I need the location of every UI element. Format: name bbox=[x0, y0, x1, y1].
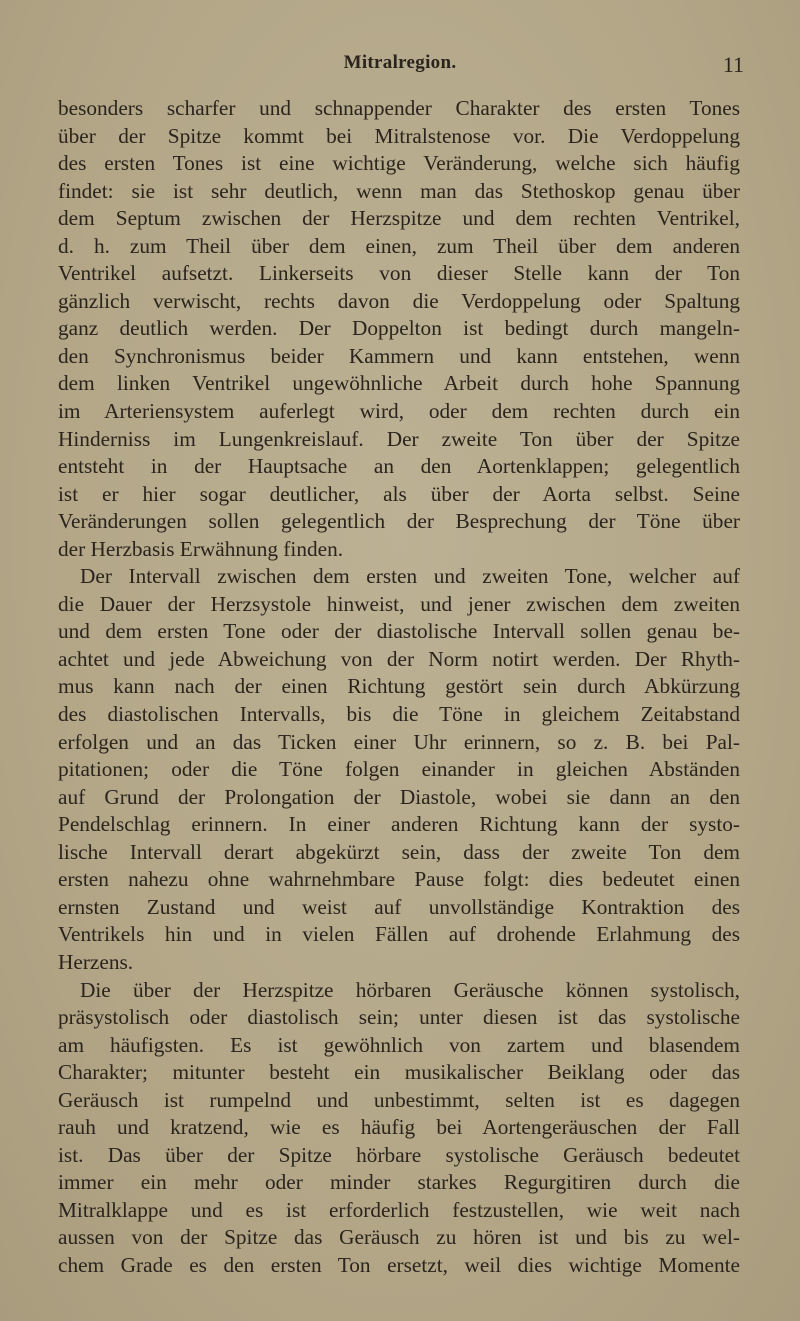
page-number: 11 bbox=[722, 52, 744, 77]
text-line: Veränderungen sollen gelegentlich der Besprechung der Töne über bbox=[58, 509, 740, 534]
text-line: ist er hier sogar deutlicher, als über der Aorta selbst. Seine bbox=[58, 481, 740, 506]
text-line: dem linken Ventrikel ungewöhnliche Arbeit durch hohe Spannung bbox=[58, 371, 740, 396]
text-line: und dem ersten Tone oder der diastolische Intervall sollen genau be- bbox=[58, 619, 740, 644]
text-line: achtet und jede Abweichung von der Norm notirt werden. Der Rhyth- bbox=[58, 646, 740, 671]
text-line: am häufigsten. Es ist gewöhnlich von zartem und blasendem bbox=[58, 1032, 740, 1057]
text-line: Charakter; mitunter besteht ein musikalischer Beiklang oder das bbox=[58, 1060, 740, 1085]
text-line: die Dauer der Herzsystole hinweist, und jener zwischen dem zweiten bbox=[58, 591, 740, 616]
text-line: ist. Das über der Spitze hörbare systolische Geräusch bedeutet bbox=[58, 1142, 740, 1167]
text-line: immer ein mehr oder minder starkes Regurgitiren durch die bbox=[58, 1170, 740, 1195]
text-line: entsteht in der Hauptsache an den Aortenklappen; gelegentlich bbox=[58, 454, 740, 479]
text-line: ganz deutlich werden. Der Doppelton ist bedingt durch mangeln- bbox=[58, 316, 740, 341]
text-line: der Herzbasis Erwähnung finden. bbox=[58, 536, 344, 561]
text-line: über der Spitze kommt bei Mitralstenose vor. Die Verdoppelung bbox=[58, 123, 740, 148]
paragraph bbox=[58, 977, 740, 1280]
text-line: lische Intervall derart abgekürzt sein, dass der zweite Ton dem bbox=[58, 839, 740, 864]
text-line: d. h. zum Theil über dem einen, zum Theil über dem anderen bbox=[58, 233, 740, 258]
body-text bbox=[58, 95, 740, 1280]
running-header bbox=[0, 52, 800, 82]
text-line: im Arteriensystem auferlegt wird, oder dem rechten durch ein bbox=[58, 399, 740, 424]
text-line: des diastolischen Intervalls, bis die Töne in gleichem Zeitabstand bbox=[58, 702, 740, 727]
paragraph bbox=[58, 95, 740, 563]
paragraph bbox=[58, 563, 740, 976]
text-line: Der Intervall zwischen dem ersten und zweiten Tone, welcher auf bbox=[80, 564, 740, 589]
text-line: Ventrikels hin und in vielen Fällen auf drohende Erlahmung des bbox=[58, 922, 740, 947]
text-line: des ersten Tones ist eine wichtige Veränderung, welche sich häufig bbox=[58, 151, 740, 176]
text-line: Die über der Herzspitze hörbaren Geräusche können systolisch, bbox=[80, 977, 740, 1002]
text-line: gänzlich verwischt, rechts davon die Verdoppelung oder Spaltung bbox=[58, 288, 740, 313]
text-line: erfolgen und an das Ticken einer Uhr erinnern, so z. B. bei Pal- bbox=[58, 729, 740, 754]
text-line: ernsten Zustand und weist auf unvollständige Kontraktion des bbox=[58, 894, 740, 919]
text-line: chem Grade es den ersten Ton ersetzt, weil dies wichtige Momente bbox=[58, 1252, 740, 1277]
text-line: auf Grund der Prolongation der Diastole, wobei sie dann an den bbox=[58, 784, 740, 809]
text-line: aussen von der Spitze das Geräusch zu hören ist und bis zu wel- bbox=[58, 1225, 740, 1250]
running-title: Mitralregion. bbox=[343, 52, 457, 73]
text-line: den Synchronismus beider Kammern und kann entstehen, wenn bbox=[58, 343, 740, 368]
text-line: Herzens. bbox=[58, 949, 134, 974]
text-line: Geräusch ist rumpelnd und unbestimmt, selten ist es dagegen bbox=[58, 1087, 740, 1112]
text-line: Mitralklappe und es ist erforderlich festzustellen, wie weit nach bbox=[58, 1197, 740, 1222]
text-line: Pendelschlag erinnern. In einer anderen Richtung kann der systo- bbox=[58, 812, 740, 837]
text-line: dem Septum zwischen der Herzspitze und dem rechten Ventrikel, bbox=[58, 206, 740, 231]
text-line: mus kann nach der einen Richtung gestört sein durch Abkürzung bbox=[58, 674, 740, 699]
text-line: ersten nahezu ohne wahrnehmbare Pause folgt: dies bedeutet einen bbox=[58, 867, 740, 892]
text-line: Hinderniss im Lungenkreislauf. Der zweite Ton über der Spitze bbox=[58, 426, 740, 451]
text-line: besonders scharfer und schnappender Charakter des ersten Tones bbox=[58, 96, 740, 120]
text-line: präsystolisch oder diastolisch sein; unter diesen ist das systolische bbox=[58, 1005, 740, 1030]
text-line: rauh und kratzend, wie es häufig bei Aortengeräuschen der Fall bbox=[58, 1115, 740, 1140]
text-line: findet: sie ist sehr deutlich, wenn man das Stethoskop genau über bbox=[58, 178, 740, 203]
text-line: Ventrikel aufsetzt. Linkerseits von dieser Stelle kann der Ton bbox=[58, 261, 740, 286]
text-line: pitationen; oder die Töne folgen einander in gleichen Abständen bbox=[58, 757, 740, 782]
